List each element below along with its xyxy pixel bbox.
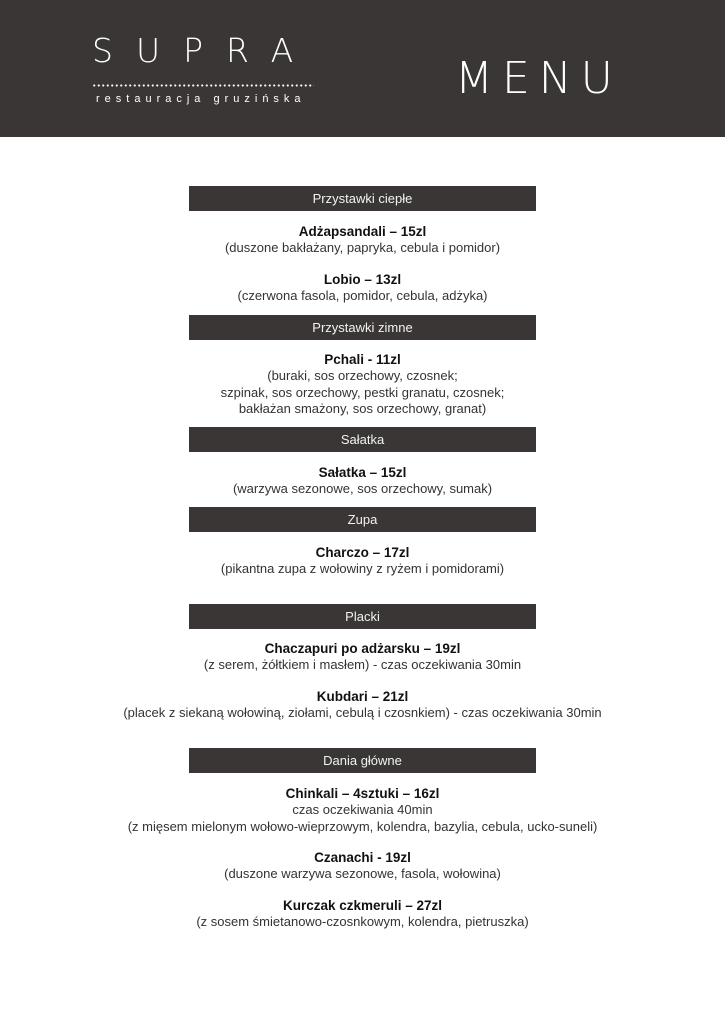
item-name: Adżapsandali – 15zl (298, 224, 427, 239)
menu-item (0, 898, 725, 931)
item-name: Charczo – 17zl (315, 545, 410, 560)
menu-item (0, 689, 725, 722)
menu-item (0, 465, 725, 498)
item-name: Lobio – 13zl (323, 272, 402, 287)
item-desc: (z mięsem mielonym wołowo-wieprzowym, kolendra, bazylia, cebula, ucko-suneli) (127, 818, 598, 834)
item-desc: (placek z siekaną wołowiną, ziołami, cebulą i czosnkiem) - czas oczekiwania 30min (123, 705, 602, 720)
section-heading: Dania główne (189, 748, 536, 773)
menu-item (0, 545, 725, 578)
section-heading: Sałatka (189, 427, 536, 452)
item-name: Chaczapuri po adżarsku – 19zl (264, 641, 461, 656)
item-name: Kurczak czkmeruli – 27zl (282, 898, 443, 913)
logo: SUPRA (92, 31, 317, 70)
item-desc: (pikantna zupa z wołowiny z ryżem i pomidorami) (220, 561, 505, 576)
item-name: Chinkali – 4sztuki – 16zl (285, 786, 440, 801)
section-heading: Przystawki zimne (189, 315, 536, 340)
item-name: Pchali - 11zl (324, 352, 401, 367)
item-desc: (duszone bakłażany, papryka, cebula i pomidor) (224, 240, 501, 255)
item-desc: czas oczekiwania 40min (292, 802, 433, 817)
menu-item (0, 786, 725, 835)
section-heading: Zupa (189, 507, 536, 532)
header (0, 0, 725, 137)
item-name: Czanachi - 19zl (314, 850, 411, 865)
section-heading: Placki (189, 604, 536, 629)
item-desc: (warzywa sezonowe, sos orzechowy, sumak) (232, 481, 493, 496)
item-desc: (buraki, sos orzechowy, czosnek; (267, 368, 458, 383)
logo-dotted-divider (92, 84, 314, 87)
logo-subtitle: restauracja gruzińska (96, 93, 306, 105)
menu-item (0, 224, 725, 257)
menu-item (0, 641, 725, 674)
item-desc: (z sosem śmietanowo-czosnkowym, kolendra, pietruszka) (196, 914, 529, 929)
section-heading: Przystawki ciepłe (189, 186, 536, 211)
item-desc: (duszone warzywa sezonowe, fasola, wołowina) (224, 866, 501, 881)
item-desc: bakłażan smażony, sos orzechowy, granat) (238, 401, 487, 416)
item-name: Kubdari – 21zl (316, 689, 409, 704)
menu-item (0, 850, 725, 883)
menu-item (0, 272, 725, 305)
item-desc: szpinak, sos orzechowy, pestki granatu, czosnek; (220, 384, 505, 400)
menu-item (0, 352, 725, 418)
item-desc: (z serem, żółtkiem i masłem) - czas oczekiwania 30min (203, 657, 522, 672)
item-name: Sałatka – 15zl (318, 465, 407, 480)
item-desc: (czerwona fasola, pomidor, cebula, adżyka) (237, 288, 488, 303)
page-title: MENU (455, 53, 622, 104)
